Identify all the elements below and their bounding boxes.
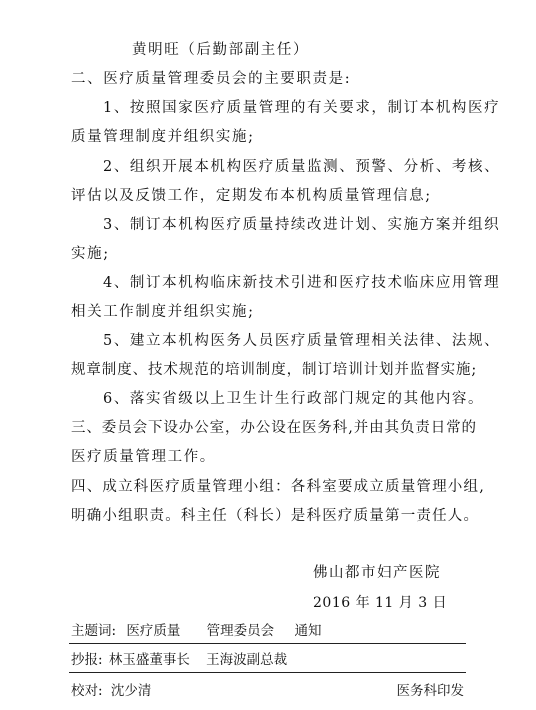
section-groups-cont: 明确小组职责。科主任（科长）是科医疗质量第一责任人。 <box>71 508 480 524</box>
subject-term: 通知 <box>294 623 322 639</box>
footer-divider <box>69 672 466 673</box>
section-office-cont: 医疗质量管理工作。 <box>71 449 216 465</box>
duty-item-2-cont: 评估以及反馈工作，定期发布本机构质量管理信息; <box>71 188 432 204</box>
duty-item-2: 2、组织开展本机构医疗质量监测、预警、分析、考核、 <box>103 159 501 175</box>
proofread-label: 校对: <box>71 683 103 699</box>
duty-item-3: 3、制订本机构医疗质量持续改进计划、实施方案并组织 <box>103 217 501 233</box>
duty-item-4-cont: 相关工作制度并组织实施; <box>71 304 255 320</box>
issuing-department: 医务科印发 <box>396 683 464 699</box>
section-heading-office: 三、委员会下设办公室，办公设在医务科,并由其负责日常的 <box>71 420 477 436</box>
section-heading-duties: 二、医疗质量管理委员会的主要职责是: <box>71 71 352 87</box>
cc-label: 抄报: <box>71 652 103 668</box>
duty-item-4: 4、制订本机构临床新技术引进和医疗技术临床应用管理 <box>103 275 501 291</box>
section-heading-groups: 四、成立科医疗质量管理小组：各科室要成立质量管理小组, <box>71 479 486 495</box>
duty-item-6: 6、落实省级以上卫生计生行政部门规定的其他内容。 <box>103 391 485 407</box>
footer-divider <box>69 643 466 644</box>
cc-row <box>71 651 466 669</box>
proofreader-name: 沈少清 <box>110 683 152 699</box>
duty-item-5-cont: 规章制度、技术规范的培训制度，制订培训计划并监督实施; <box>71 362 478 378</box>
proofread-row <box>71 682 466 700</box>
duty-item-3-cont: 实施; <box>71 246 110 262</box>
cc-name: 林玉盛董事长 <box>108 652 190 668</box>
subject-terms-row <box>71 622 466 640</box>
subject-term: 医疗质量 <box>126 623 181 639</box>
subject-label: 主题词: <box>71 623 117 639</box>
duty-item-1: 1、按照国家医疗质量管理的有关要求，制订本机构医疗 <box>103 100 501 116</box>
cc-name: 王海波副总裁 <box>206 652 288 668</box>
issuing-organization: 佛山都市妇产医院 <box>313 565 441 581</box>
subject-term: 管理委员会 <box>206 623 275 639</box>
duty-item-5: 5、建立本机构医务人员医疗质量管理相关法律、法规、 <box>103 333 501 349</box>
duty-item-1-cont: 质量管理制度并组织实施; <box>71 129 255 145</box>
committee-member-line: 黄明旺（后勤部副主任） <box>132 42 310 58</box>
issue-date: 2016 年 11 月 3 日 <box>313 595 448 611</box>
